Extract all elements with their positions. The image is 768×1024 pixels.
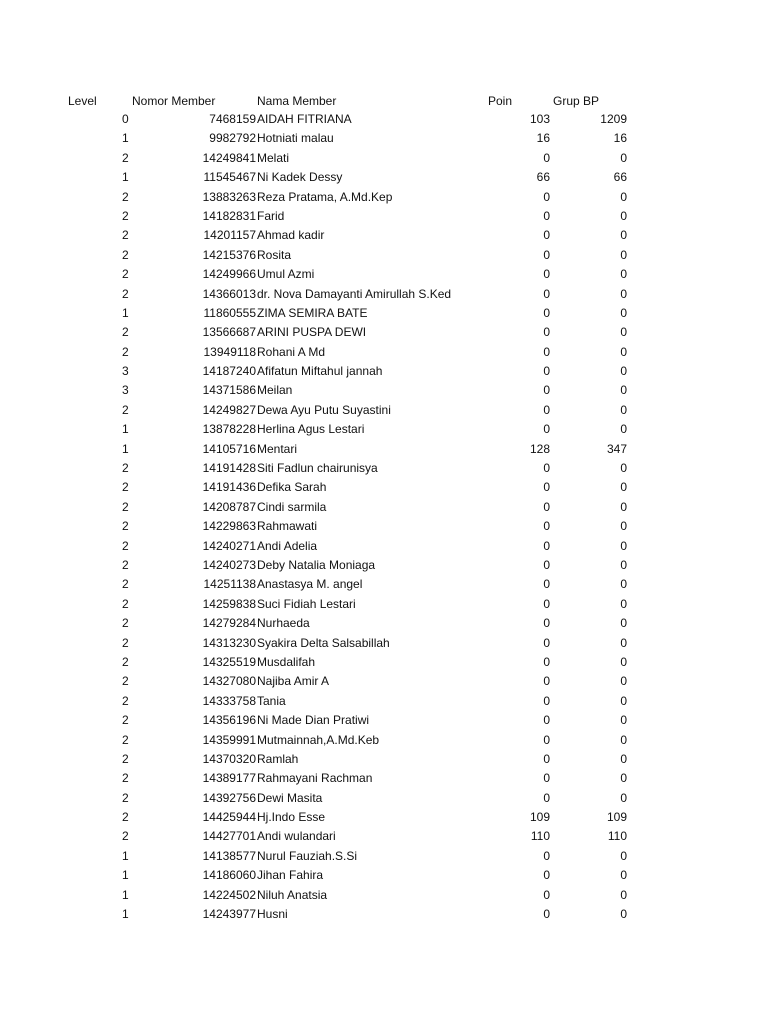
- cell-poin: 0: [543, 519, 550, 534]
- table-row: [0, 285, 768, 304]
- cell-poin: 0: [543, 654, 550, 669]
- cell-nama-member: Musdalifah: [257, 654, 316, 669]
- cell-nomor-member: 14138577: [202, 848, 256, 863]
- cell-nomor-member: 14229863: [202, 519, 256, 534]
- cell-nama-member: Dewa Ayu Putu Suyastini: [257, 402, 391, 417]
- table-row: [0, 614, 768, 633]
- cell-nomor-member: 11545467: [203, 170, 256, 185]
- cell-nomor-member: 14191436: [202, 480, 256, 495]
- cell-nama-member: Niluh Anatsia: [257, 887, 328, 902]
- cell-level: 0: [122, 112, 129, 126]
- table-row: [0, 886, 768, 905]
- cell-grup-bp: 0: [620, 150, 627, 165]
- cell-nama-member: Afifatun Miftahul jannah: [257, 364, 383, 379]
- cell-poin: 0: [543, 189, 550, 204]
- cell-level: 2: [122, 519, 129, 534]
- table-row: [0, 304, 768, 323]
- cell-grup-bp: 0: [620, 674, 627, 689]
- cell-level: 2: [122, 325, 129, 340]
- cell-nomor-member: 14327080: [202, 674, 256, 689]
- cell-poin: 0: [543, 732, 550, 747]
- cell-grup-bp: 0: [620, 499, 627, 514]
- cell-nomor-member: 14370320: [202, 751, 256, 766]
- cell-nomor-member: 14105716: [202, 441, 256, 456]
- cell-nomor-member: 14191428: [202, 461, 256, 476]
- cell-grup-bp: 0: [620, 693, 627, 708]
- cell-grup-bp: 0: [620, 887, 627, 902]
- cell-poin: 0: [543, 499, 550, 514]
- table-row: [0, 866, 768, 885]
- table-row: [0, 323, 768, 342]
- cell-level: 1: [122, 848, 129, 863]
- table-row: [0, 595, 768, 614]
- cell-level: 2: [122, 790, 129, 805]
- cell-poin: 103: [529, 112, 550, 126]
- cell-grup-bp: 0: [620, 519, 627, 534]
- cell-grup-bp: 110: [607, 829, 627, 844]
- table-row: [0, 769, 768, 788]
- cell-nomor-member: 14249841: [202, 150, 256, 165]
- cell-nama-member: dr. Nova Damayanti Amirullah S.Ked: [257, 286, 452, 301]
- cell-level: 1: [122, 131, 129, 146]
- cell-level: 2: [122, 286, 129, 301]
- cell-nama-member: Anastasya M. angel: [257, 577, 363, 592]
- table-row: [0, 808, 768, 827]
- cell-poin: 0: [543, 364, 550, 379]
- cell-nomor-member: 14186060: [202, 868, 256, 883]
- cell-grup-bp: 0: [620, 480, 627, 495]
- cell-nomor-member: 14325519: [202, 654, 256, 669]
- cell-poin: 0: [543, 616, 550, 631]
- cell-poin: 0: [543, 208, 550, 223]
- cell-nomor-member: 14389177: [202, 771, 256, 786]
- cell-nomor-member: 14182831: [202, 208, 256, 223]
- cell-nama-member: Najiba Amir A: [257, 674, 330, 689]
- cell-nama-member: Deby Natalia Moniaga: [257, 557, 376, 572]
- cell-grup-bp: 0: [620, 907, 627, 922]
- table-row: [0, 401, 768, 420]
- cell-level: 2: [122, 713, 129, 728]
- table-row: [0, 226, 768, 245]
- cell-nama-member: ARINI PUSPA DEWI: [257, 325, 367, 340]
- cell-poin: 0: [543, 402, 550, 417]
- cell-level: 2: [122, 267, 129, 282]
- cell-nomor-member: 7468159: [209, 112, 256, 126]
- table-row: [0, 343, 768, 362]
- cell-grup-bp: 0: [620, 422, 627, 437]
- table-row: [0, 692, 768, 711]
- cell-nomor-member: 14425944: [202, 810, 256, 825]
- cell-nama-member: Jihan Fahira: [257, 868, 324, 883]
- table-row: [0, 905, 768, 924]
- cell-level: 2: [122, 616, 129, 631]
- header-nama-member: Nama Member: [257, 94, 337, 108]
- cell-grup-bp: 109: [606, 810, 627, 825]
- cell-poin: 0: [543, 577, 550, 592]
- cell-grup-bp: 0: [620, 868, 627, 883]
- cell-grup-bp: 0: [620, 577, 627, 592]
- table-row: [0, 498, 768, 517]
- cell-poin: 0: [543, 790, 550, 805]
- table-row: [0, 537, 768, 556]
- cell-poin: 16: [536, 131, 550, 146]
- table-row: [0, 420, 768, 439]
- cell-level: 2: [122, 228, 129, 243]
- cell-grup-bp: 0: [620, 267, 627, 282]
- cell-poin: 109: [529, 810, 550, 825]
- cell-nama-member: Melati: [257, 150, 290, 165]
- table-row: [0, 149, 768, 168]
- cell-poin: 0: [543, 267, 550, 282]
- cell-nomor-member: 9982792: [209, 131, 256, 146]
- cell-level: 2: [122, 344, 129, 359]
- cell-nama-member: Ramlah: [257, 751, 299, 766]
- cell-nomor-member: 14240271: [202, 538, 256, 553]
- header-poin: Poin: [488, 94, 513, 108]
- cell-nama-member: Siti Fadlun chairunisya: [257, 461, 378, 476]
- cell-poin: 0: [543, 383, 550, 398]
- cell-level: 1: [122, 868, 129, 883]
- cell-level: 2: [122, 771, 129, 786]
- table-row: [0, 847, 768, 866]
- table-row: [0, 246, 768, 265]
- cell-grup-bp: 0: [620, 538, 627, 553]
- cell-level: 2: [122, 829, 129, 844]
- cell-poin: 0: [543, 635, 550, 650]
- cell-nama-member: Ni Kadek Dessy: [257, 170, 343, 185]
- cell-poin: 0: [543, 422, 550, 437]
- cell-poin: 66: [536, 170, 550, 185]
- cell-level: 2: [122, 751, 129, 766]
- cell-grup-bp: 0: [620, 771, 627, 786]
- cell-level: 2: [122, 577, 129, 592]
- cell-grup-bp: 0: [620, 461, 627, 476]
- cell-nomor-member: 14201157: [203, 228, 256, 243]
- cell-nama-member: Suci Fidiah Lestari: [257, 596, 356, 611]
- cell-nama-member: Husni: [257, 907, 288, 922]
- cell-poin: 128: [529, 441, 550, 456]
- table-row: [0, 440, 768, 459]
- cell-grup-bp: 0: [620, 344, 627, 359]
- cell-nama-member: AIDAH FITRIANA: [257, 112, 352, 126]
- cell-grup-bp: 0: [620, 325, 627, 340]
- cell-nomor-member: 14249827: [202, 402, 256, 417]
- cell-nomor-member: 14224502: [202, 887, 256, 902]
- cell-poin: 0: [543, 461, 550, 476]
- cell-level: 2: [122, 150, 129, 165]
- header-nomor-member: Nomor Member: [132, 94, 216, 108]
- table-header-row: [0, 93, 768, 110]
- cell-nama-member: Rahmayani Rachman: [257, 771, 373, 786]
- cell-nomor-member: 13566687: [202, 325, 256, 340]
- cell-level: 1: [122, 907, 129, 922]
- cell-level: 2: [122, 557, 129, 572]
- cell-nama-member: Herlina Agus Lestari: [257, 422, 365, 437]
- cell-level: 2: [122, 693, 129, 708]
- cell-level: 2: [122, 635, 129, 650]
- cell-level: 1: [122, 887, 129, 902]
- cell-poin: 0: [543, 286, 550, 301]
- cell-nama-member: Dewi Masita: [257, 790, 323, 805]
- cell-poin: 0: [543, 557, 550, 572]
- cell-level: 1: [122, 441, 129, 456]
- cell-grup-bp: 0: [620, 228, 627, 243]
- cell-nomor-member: 13878228: [202, 422, 256, 437]
- table-row: [0, 168, 768, 187]
- cell-level: 2: [122, 480, 129, 495]
- table-row: [0, 750, 768, 769]
- cell-nama-member: Rohani A Md: [257, 344, 326, 359]
- cell-nomor-member: 13949118: [203, 344, 256, 359]
- cell-nama-member: Rahmawati: [257, 519, 318, 534]
- cell-nomor-member: 13883263: [202, 189, 256, 204]
- cell-grup-bp: 0: [620, 732, 627, 747]
- table-row: [0, 207, 768, 226]
- cell-level: 1: [122, 305, 129, 320]
- cell-grup-bp: 0: [620, 713, 627, 728]
- cell-grup-bp: 1209: [600, 112, 627, 126]
- table-row: [0, 110, 768, 129]
- cell-poin: 0: [543, 713, 550, 728]
- cell-nama-member: Cindi sarmila: [257, 499, 327, 514]
- table-row: [0, 129, 768, 148]
- cell-nama-member: Nurul Fauziah.S.Si: [257, 848, 358, 863]
- table-row: [0, 827, 768, 846]
- cell-nama-member: Hotniati malau: [257, 131, 334, 146]
- cell-nama-member: Hj.Indo Esse: [257, 810, 326, 825]
- table-row: [0, 731, 768, 750]
- cell-nama-member: Meilan: [257, 383, 293, 398]
- cell-nomor-member: 14333758: [202, 693, 256, 708]
- cell-poin: 0: [543, 868, 550, 883]
- cell-nama-member: Defika Sarah: [257, 480, 327, 495]
- cell-nomor-member: 14249966: [202, 267, 256, 282]
- cell-poin: 0: [543, 771, 550, 786]
- cell-nama-member: Tania: [257, 693, 286, 708]
- cell-poin: 0: [543, 887, 550, 902]
- cell-nomor-member: 14427701: [202, 829, 256, 844]
- cell-nama-member: Nurhaeda: [257, 616, 310, 631]
- table-body: [0, 110, 768, 924]
- cell-grup-bp: 0: [620, 790, 627, 805]
- table-row: [0, 575, 768, 594]
- cell-grup-bp: 0: [620, 848, 627, 863]
- cell-nomor-member: 14371586: [202, 383, 256, 398]
- cell-nomor-member: 14215376: [202, 247, 256, 262]
- cell-grup-bp: 16: [613, 131, 627, 146]
- cell-poin: 0: [543, 907, 550, 922]
- cell-level: 2: [122, 810, 129, 825]
- cell-nomor-member: 14279284: [202, 616, 256, 631]
- cell-nomor-member: 14240273: [202, 557, 256, 572]
- cell-nama-member: Ni Made Dian Pratiwi: [257, 713, 370, 728]
- table-row: [0, 381, 768, 400]
- cell-level: 2: [122, 732, 129, 747]
- cell-grup-bp: 347: [606, 441, 627, 456]
- cell-nomor-member: 14313230: [202, 635, 256, 650]
- cell-grup-bp: 0: [620, 402, 627, 417]
- cell-level: 2: [122, 499, 129, 514]
- cell-poin: 0: [543, 848, 550, 863]
- cell-poin: 0: [543, 538, 550, 553]
- cell-nama-member: Andi Adelia: [257, 538, 318, 553]
- cell-nomor-member: 14259838: [202, 596, 256, 611]
- table-row: [0, 556, 768, 575]
- cell-poin: 0: [543, 150, 550, 165]
- cell-poin: 0: [543, 674, 550, 689]
- cell-level: 3: [122, 364, 129, 379]
- cell-nomor-member: 14251138: [203, 577, 256, 592]
- cell-grup-bp: 0: [620, 616, 627, 631]
- cell-nama-member: Syakira Delta Salsabillah: [257, 635, 390, 650]
- cell-level: 2: [122, 538, 129, 553]
- cell-nama-member: Mutmainnah,A.Md.Keb: [257, 732, 380, 747]
- cell-poin: 0: [543, 325, 550, 340]
- cell-nomor-member: 14187240: [202, 364, 256, 379]
- cell-poin: 0: [543, 596, 550, 611]
- cell-grup-bp: 0: [620, 383, 627, 398]
- cell-grup-bp: 0: [620, 557, 627, 572]
- cell-level: 2: [122, 674, 129, 689]
- cell-level: 1: [122, 170, 129, 185]
- cell-level: 1: [122, 422, 129, 437]
- cell-level: 2: [122, 247, 129, 262]
- cell-nama-member: Mentari: [257, 441, 298, 456]
- cell-nama-member: Andi wulandari: [257, 829, 336, 844]
- table-row: [0, 711, 768, 730]
- table-row: [0, 188, 768, 207]
- cell-nomor-member: 14366013: [202, 286, 256, 301]
- table-row: [0, 478, 768, 497]
- cell-grup-bp: 0: [620, 364, 627, 379]
- cell-poin: 110: [530, 829, 550, 844]
- cell-level: 2: [122, 461, 129, 476]
- cell-grup-bp: 0: [620, 305, 627, 320]
- cell-level: 2: [122, 402, 129, 417]
- header-grup-bp: Grup BP: [553, 94, 600, 108]
- cell-nama-member: Ahmad kadir: [257, 228, 325, 243]
- cell-nama-member: Umul Azmi: [257, 267, 315, 282]
- cell-poin: 0: [543, 344, 550, 359]
- cell-grup-bp: 0: [620, 247, 627, 262]
- cell-grup-bp: 0: [620, 654, 627, 669]
- cell-poin: 0: [543, 247, 550, 262]
- table-row: [0, 653, 768, 672]
- cell-nomor-member: 11860555: [203, 305, 256, 320]
- cell-level: 2: [122, 654, 129, 669]
- cell-poin: 0: [543, 751, 550, 766]
- cell-nama-member: Farid: [257, 208, 285, 223]
- cell-grup-bp: 0: [620, 189, 627, 204]
- table-row: [0, 362, 768, 381]
- cell-level: 2: [122, 596, 129, 611]
- cell-poin: 0: [543, 693, 550, 708]
- table-row: [0, 789, 768, 808]
- cell-grup-bp: 0: [620, 286, 627, 301]
- table-row: [0, 459, 768, 478]
- cell-nomor-member: 14392756: [202, 790, 256, 805]
- table-row: [0, 265, 768, 284]
- cell-nama-member: ZIMA SEMIRA BATE: [257, 305, 368, 320]
- cell-grup-bp: 0: [620, 751, 627, 766]
- cell-level: 3: [122, 383, 129, 398]
- cell-nama-member: Reza Pratama, A.Md.Kep: [257, 189, 393, 204]
- cell-poin: 0: [543, 480, 550, 495]
- cell-nama-member: Rosita: [257, 247, 292, 262]
- cell-level: 2: [122, 208, 129, 223]
- table-row: [0, 672, 768, 691]
- cell-level: 2: [122, 189, 129, 204]
- table-row: [0, 634, 768, 653]
- member-table: [0, 93, 768, 924]
- cell-grup-bp: 0: [620, 635, 627, 650]
- header-level: Level: [68, 94, 97, 108]
- cell-grup-bp: 0: [620, 596, 627, 611]
- cell-nomor-member: 14359991: [202, 732, 256, 747]
- cell-nomor-member: 14243977: [202, 907, 256, 922]
- table-row: [0, 517, 768, 536]
- cell-grup-bp: 0: [620, 208, 627, 223]
- cell-nomor-member: 14208787: [202, 499, 256, 514]
- cell-nomor-member: 14356196: [202, 713, 256, 728]
- cell-grup-bp: 66: [613, 170, 627, 185]
- cell-poin: 0: [543, 228, 550, 243]
- cell-poin: 0: [543, 305, 550, 320]
